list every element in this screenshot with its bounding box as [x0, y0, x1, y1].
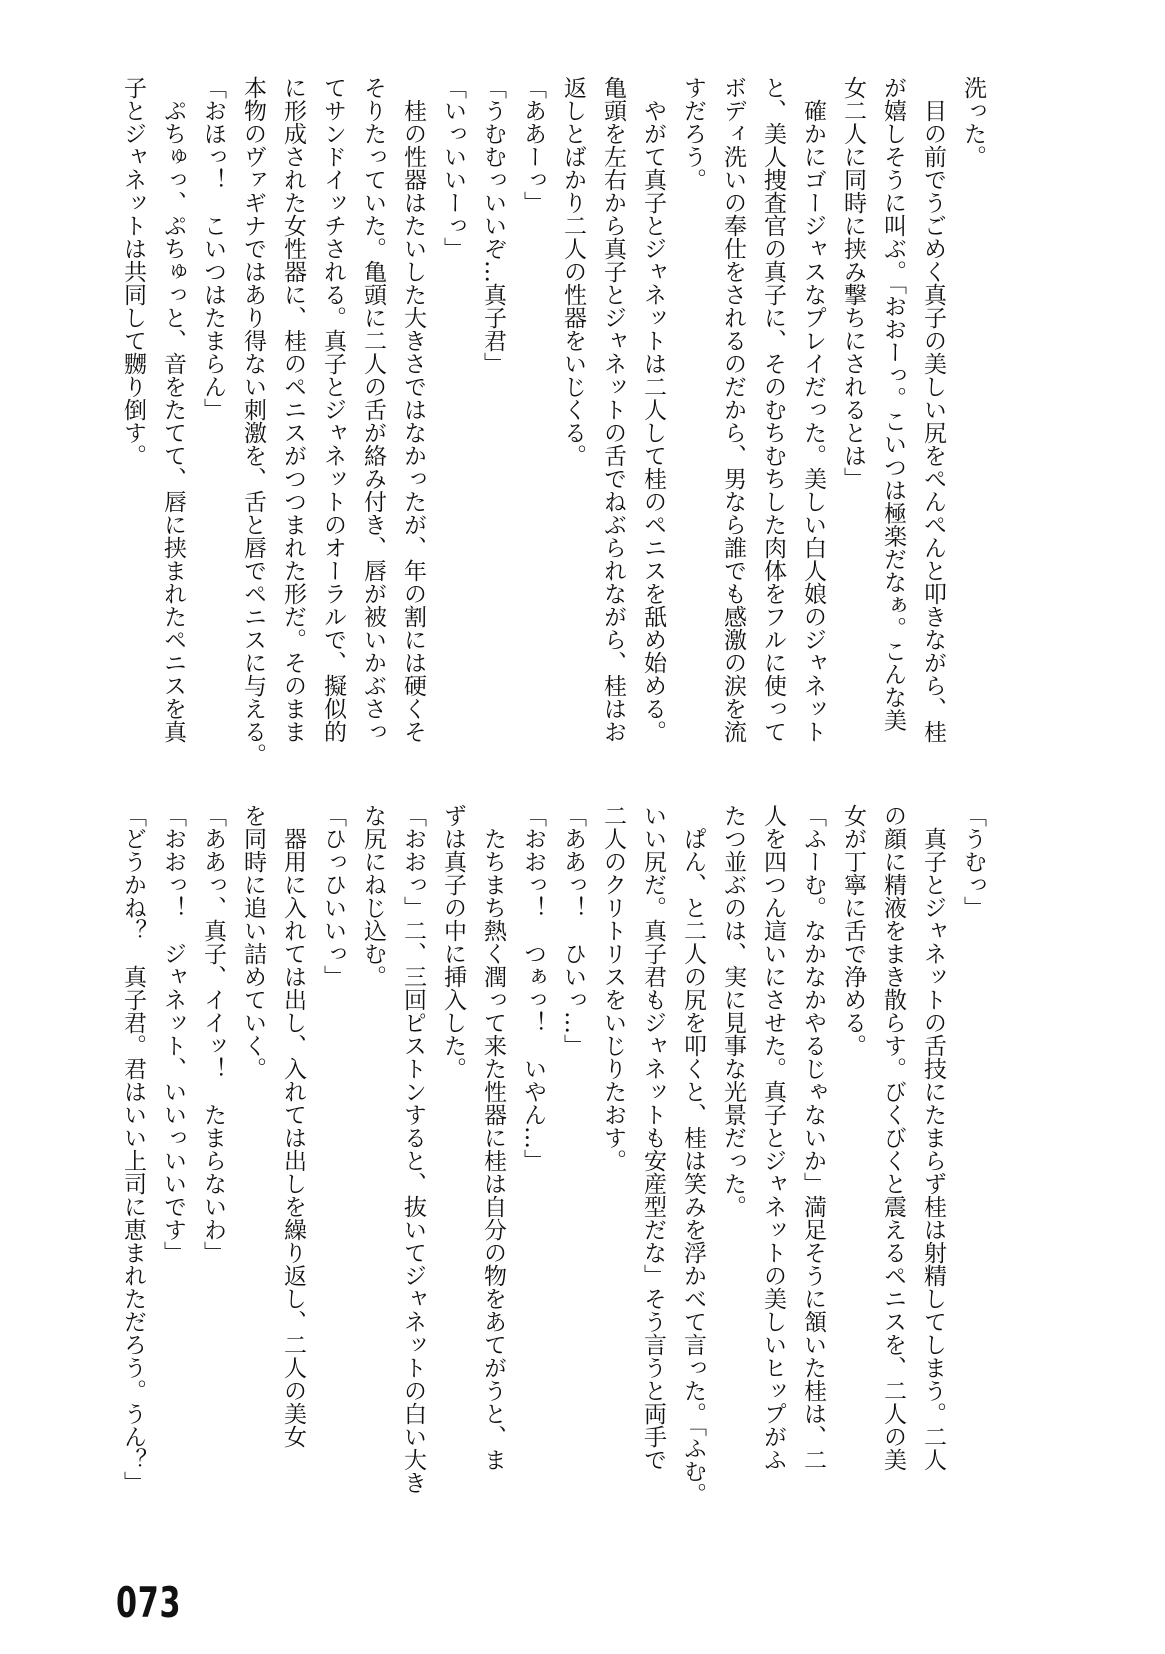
text-column: やがて真子とジャネットは二人して桂のペニスを舐め始める。 — [640, 76, 666, 743]
text-column: 洗った。 — [960, 76, 986, 168]
text-column: 「ああーっ」 — [520, 76, 546, 214]
text-column: 子とジャネットは共同して嬲り倒す。 — [120, 76, 146, 467]
text-column: 亀頭を左右から真子とジャネットの舌でねぶられながら、桂はお — [600, 76, 626, 743]
text-column: 二人のクリトリスをいじりたおす。 — [600, 804, 626, 1172]
text-column: 「うむっ」 — [960, 804, 986, 919]
text-column: 「おほっ！ こいつはたまらん」 — [200, 76, 226, 421]
page-number: 073 — [116, 1578, 182, 1627]
text-column: 「おおっ」二、三回ピストンすると、抜いてジャネットの白い大き — [400, 804, 426, 1494]
text-column: ずは真子の中に挿入した。 — [440, 804, 466, 1080]
text-column: 「ふーむ。なかなかやるじゃないか」満足そうに頷いた桂は、二 — [800, 804, 826, 1471]
text-column: 「いっいいーっ」 — [440, 76, 466, 260]
text-column: 桂の性器はたいした大きさではなかったが、年の割には硬くそ — [400, 76, 426, 743]
text-column: 器用に入れては出し、入れては出しを繰り返し、二人の美女 — [280, 804, 306, 1448]
text-column: ボディ洗いの奉仕をされるのだから、男なら誰でも感激の涙を流 — [720, 76, 746, 743]
text-column: 「ひっひいいっ」 — [320, 804, 346, 988]
text-column: 「ああっ、真子、イイッ！ たまらないわ」 — [200, 804, 226, 1264]
text-column: を同時に追い詰めていく。 — [240, 804, 266, 1080]
text-column: 女が丁寧に舌で浄める。 — [840, 804, 866, 1057]
text-column: 人を四つん這いにさせた。真子とジャネットの美しいヒップがふ — [760, 804, 786, 1471]
text-column: たつ並ぶのは、実に見事な光景だった。 — [720, 804, 746, 1218]
text-column: 本物のヴァギナではあり得ない刺激を、舌と唇でペニスに与える。 — [240, 76, 266, 766]
text-column: いい尻だ。真子君もジャネットも安産型だな」そう言うと両手で — [640, 804, 666, 1471]
text-column: 目の前でうごめく真子の美しい尻をぺんぺんと叩きながら、桂 — [920, 76, 946, 743]
text-block-top — [113, 76, 993, 766]
text-column: の顔に精液をまき散らす。びくびくと震えるペニスを、二人の美 — [880, 804, 906, 1471]
text-block-bottom — [113, 804, 993, 1506]
text-column: すだろう。 — [680, 76, 706, 191]
text-column: 真子とジャネットの舌技にたまらず桂は射精してしまう。二人 — [920, 804, 946, 1471]
text-column: 返しとばかり二人の性器をいじくる。 — [560, 76, 586, 467]
text-column: に形成された女性器に、桂のペニスがつつまれた形だ。そのまま — [280, 76, 306, 743]
text-column: な尻にねじ込む。 — [360, 804, 386, 988]
text-column: ぷちゅっ、ぷちゅっと、音をたてて、唇に挟まれたペニスを真 — [160, 76, 186, 743]
text-column: 「うむむっいいぞ…真子君」 — [480, 76, 506, 375]
text-column: 確かにゴージャスなプレイだった。美しい白人娘のジャネット — [800, 76, 826, 743]
text-column: そりたっていた。亀頭に二人の舌が絡み付き、唇が被いかぶさっ — [360, 76, 386, 743]
text-column: たちまち熱く潤って来た性器に桂は自分の物をあてがうと、ま — [480, 804, 506, 1471]
text-column: 「おおっ！ つぁっ！ いやん…」 — [520, 804, 546, 1172]
text-column: が嬉しそうに叫ぶ。「おおーっ。こいつは極楽だなぁ。こんな美 — [880, 76, 906, 732]
text-column: 「どうかね？ 真子君。君はいい上司に恵まれただろう。うん？」 — [120, 804, 146, 1494]
text-column: 「おおっ！ ジャネット、いいっいいです」 — [160, 804, 186, 1264]
text-column: 「ああっ！ ひいっ…」 — [560, 804, 586, 1057]
text-column: と、美人捜査官の真子に、そのむちむちした肉体をフルに使って — [760, 76, 786, 743]
text-column: ぱん、と二人の尻を叩くと、桂は笑みを浮かべて言った。「ふむ。 — [680, 804, 706, 1506]
text-column: 女二人に同時に挟み撃ちにされるとは」 — [840, 76, 866, 490]
text-column: てサンドイッチされる。真子とジャネットのオーラルで、擬似的 — [320, 76, 346, 743]
